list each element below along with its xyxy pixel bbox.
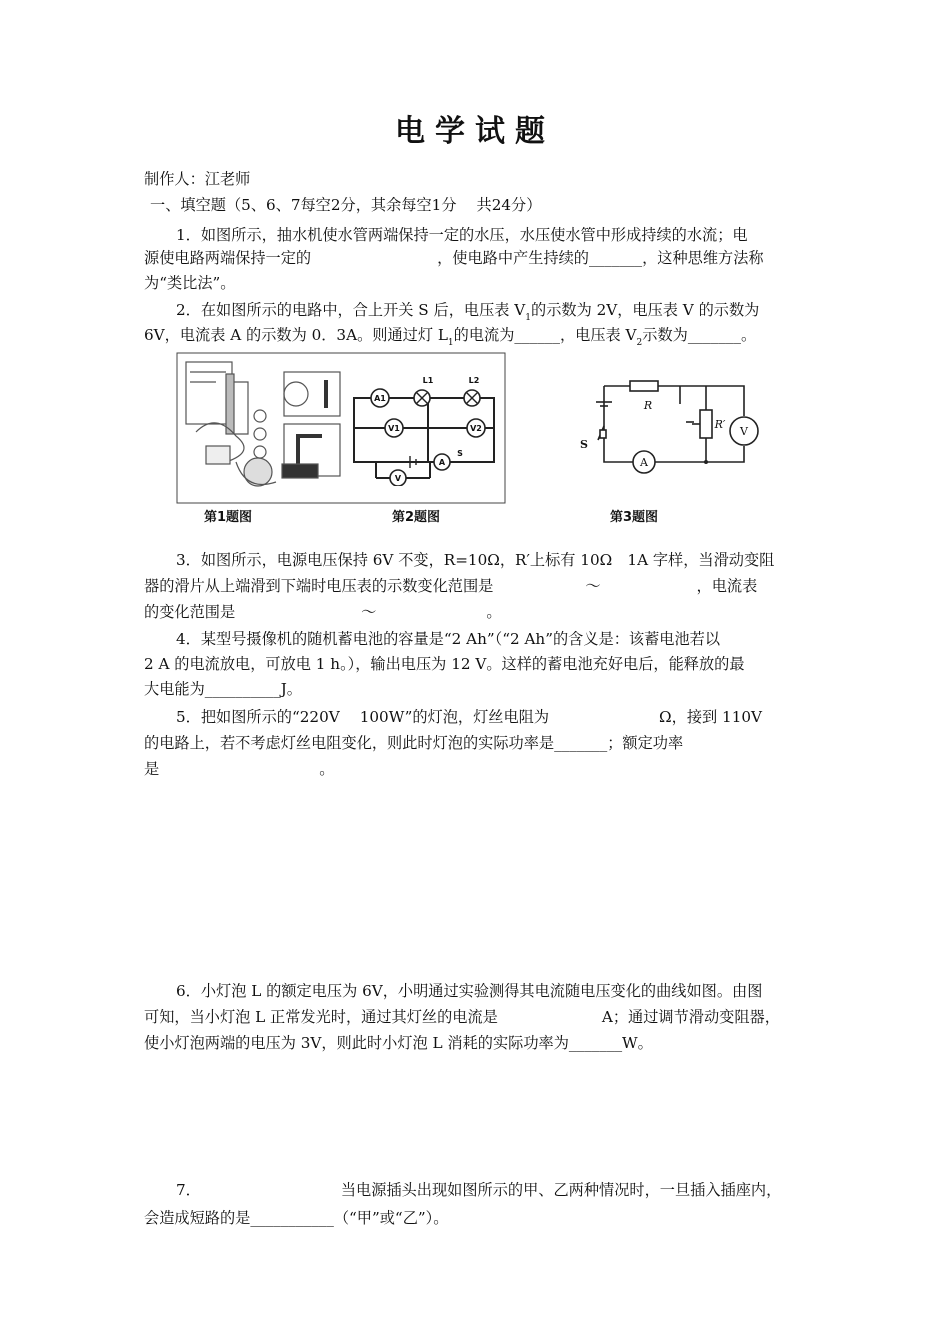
q5-line-3 xyxy=(144,756,334,782)
q7-line-1 xyxy=(176,1177,781,1203)
q4-line-3: 大电能为__________J。 xyxy=(144,680,302,698)
q3-text-2a: 器的滑片从上端滑到下端时电压表的示数变化范围是 xyxy=(144,577,494,595)
q3-line-3 xyxy=(144,599,502,625)
author-line: 制作人：江老师 xyxy=(144,170,251,188)
fig2-label-l2: L2 xyxy=(468,376,480,385)
q6-text-2b: A；通过调节滑动变阻器， xyxy=(601,1008,780,1026)
fig3-label-s: S xyxy=(580,438,588,451)
fig2-label-a: A xyxy=(438,458,446,467)
q6-line-1: 6．小灯泡 L 的额定电压为 6V，小明通过实验测得其电流随电压变化的曲线如图。由图 xyxy=(176,982,763,1000)
q3-text-3a: 的变化范围是 xyxy=(144,603,236,621)
q5-text-1b: Ω，接到 110V xyxy=(659,708,762,726)
figure-2-circuit xyxy=(350,368,500,486)
q2-sub-l1: 1 xyxy=(447,338,454,348)
q2-text-2a: 6V，电流表 A 的示数为 0．3A。则通过灯 L xyxy=(144,326,448,344)
figure-2-caption: 第2题图 xyxy=(392,510,441,525)
fig2-label-v2: V2 xyxy=(470,424,482,433)
q3-text-3b: 。 xyxy=(486,603,502,621)
q3-line-1: 3．如图所示，电源电压保持 6V 不变，R=10Ω，R′上标有 10Ω 1A 字样，当滑动变阻 xyxy=(176,551,775,569)
q2-line-2 xyxy=(144,322,756,351)
q6-line-2 xyxy=(144,1004,780,1030)
section-header: 一、填空题（5、6、7每空2分，其余每空1分 共24分） xyxy=(150,196,542,214)
q5-text-3a: 是 xyxy=(144,760,160,778)
q2-text-1b: 的示数为 2V，电压表 V 的示数为 xyxy=(531,301,760,319)
q7-text-1a: 7． xyxy=(176,1181,201,1199)
fig2-label-s: S xyxy=(457,449,463,458)
q5-text-3b: 。 xyxy=(319,760,335,778)
q2-text-2c: 示数为_______。 xyxy=(642,326,757,344)
fig2-label-v: V xyxy=(394,474,402,483)
q2-sub-v1: 1 xyxy=(525,313,532,323)
figure-3-circuit xyxy=(574,374,774,474)
fig3-label-v: V xyxy=(740,425,748,438)
q5-line-2: 的电路上，若不考虑灯丝电阻变化，则此时灯泡的实际功率是_______；额定功率 xyxy=(144,734,684,752)
figure-1-caption: 第1题图 xyxy=(204,510,253,525)
page-title: 电学试题 xyxy=(395,114,555,149)
q3-tilde-2: ～ xyxy=(361,603,377,621)
q1-line-1: 1．如图所示，抽水机使水管两端保持一定的水压，水压使水管中形成持续的水流；电 xyxy=(176,226,748,244)
fig2-label-l1: L1 xyxy=(422,376,434,385)
q7-text-1b: 当电源插头出现如图所示的甲、乙两种情况时，一旦插入插座内， xyxy=(340,1181,782,1199)
fig2-label-a1: A1 xyxy=(374,394,386,403)
q7-line-2: 会造成短路的是___________（“甲”或“乙”）。 xyxy=(144,1209,449,1227)
fig2-label-v1: V1 xyxy=(388,424,400,433)
fig3-rheostat xyxy=(700,410,712,438)
q1-line-2 xyxy=(144,245,764,271)
q4-line-1: 4．某型号摄像机的随机蓄电池的容量是“2 Ah”（“2 Ah”的含义是：该蓄电池若以 xyxy=(176,630,721,648)
q3-text-2b: ，电流表 xyxy=(696,577,758,595)
fig3-label-r-prime: R′ xyxy=(714,418,726,431)
q6-line-3: 使小灯泡两端的电压为 3V，则此时小灯泡 L 消耗的实际功率为_______W。 xyxy=(144,1034,653,1052)
q5-text-1a: 5．把如图所示的“220V 100W”的灯泡，灯丝电阻为 xyxy=(176,708,550,726)
fig3-label-a: A xyxy=(640,456,648,469)
q2-sub-v2: 2 xyxy=(636,338,643,348)
q2-text-2b: 的电流为______，电压表 V xyxy=(453,326,637,344)
fig3-label-r: R xyxy=(643,399,653,412)
q5-line-1 xyxy=(176,704,762,730)
q4-line-2: 2 A 的电流放电，可放电 1 h。），输出电压为 12 V。这样的蓄电池充好电后，能释放的最 xyxy=(144,655,745,673)
q3-tilde-1: ～ xyxy=(585,577,601,595)
q1-text-2b: ，使电路中产生持续的_______，这种思维方法称 xyxy=(437,249,764,267)
q6-text-2a: 可知，当小灯泡 L 正常发光时，通过其灯丝的电流是 xyxy=(144,1008,498,1026)
fig3-resistor-r xyxy=(630,381,658,391)
q1-line-3: 为“类比法”。 xyxy=(144,274,236,292)
q3-line-2 xyxy=(144,573,757,599)
q2-text-1a: 2．在如图所示的电路中，合上开关 S 后，电压表 V xyxy=(176,301,526,319)
figure-3-caption: 第3题图 xyxy=(610,510,659,525)
q1-text-2a: 源使电路两端保持一定的 xyxy=(144,249,312,267)
